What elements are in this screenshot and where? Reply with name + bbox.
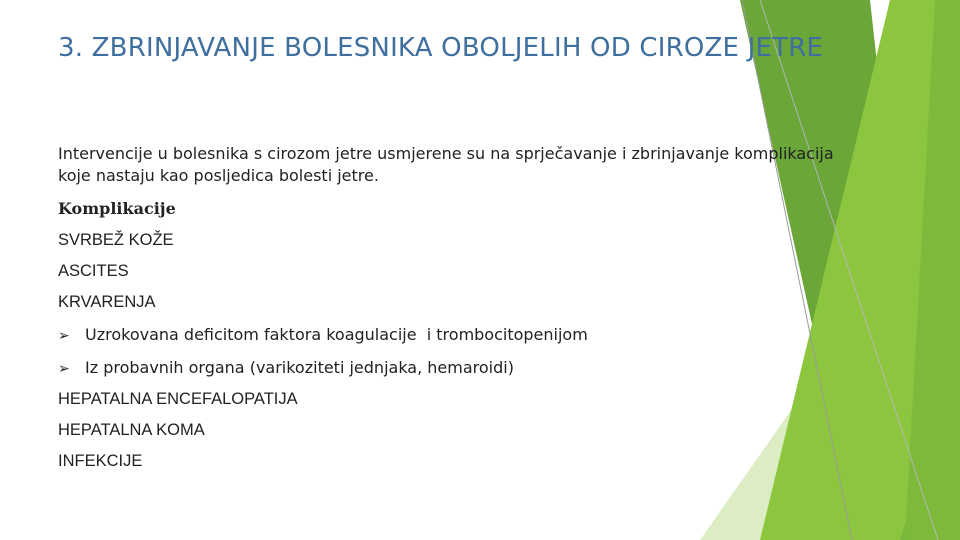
intro-text: Intervencije u bolesnika s cirozom jetre usmjerene su na sprječavanje i zbrinjavanje komplikacija koje nastaju kao posljedica bolesti jetre. bbox=[58, 144, 834, 185]
bleeding-sub-item-1 bbox=[58, 324, 838, 346]
item-infections: INFEKCIJE bbox=[58, 452, 143, 470]
slide-title: 3. ZBRINJAVANJE BOLESNIKA OBOLJELIH OD CIROZE JETRE bbox=[58, 33, 824, 63]
item-encephalopathy: HEPATALNA ENCEFALOPATIJA bbox=[58, 390, 298, 408]
item-ascites: ASCITES bbox=[58, 262, 129, 280]
item-bleeding: KRVARENJA bbox=[58, 293, 156, 311]
arrow-right-icon: ➢ bbox=[58, 328, 70, 344]
bleeding-sub-item-2-text: Iz probavnih organa (varikoziteti jednjaka, hemaroidi) bbox=[85, 358, 514, 377]
bleeding-sub-item-1-text: Uzrokovana deficitom faktora koagulacije i trombocitopenijom bbox=[85, 325, 588, 344]
item-coma: HEPATALNA KOMA bbox=[58, 421, 205, 439]
arrow-right-icon: ➢ bbox=[58, 361, 70, 377]
item-pruritus: SVRBEŽ KOŽE bbox=[58, 231, 174, 249]
bleeding-sub-item-2 bbox=[58, 357, 838, 379]
complications-heading: Komplikacije bbox=[58, 199, 176, 218]
slide-body bbox=[58, 143, 838, 472]
